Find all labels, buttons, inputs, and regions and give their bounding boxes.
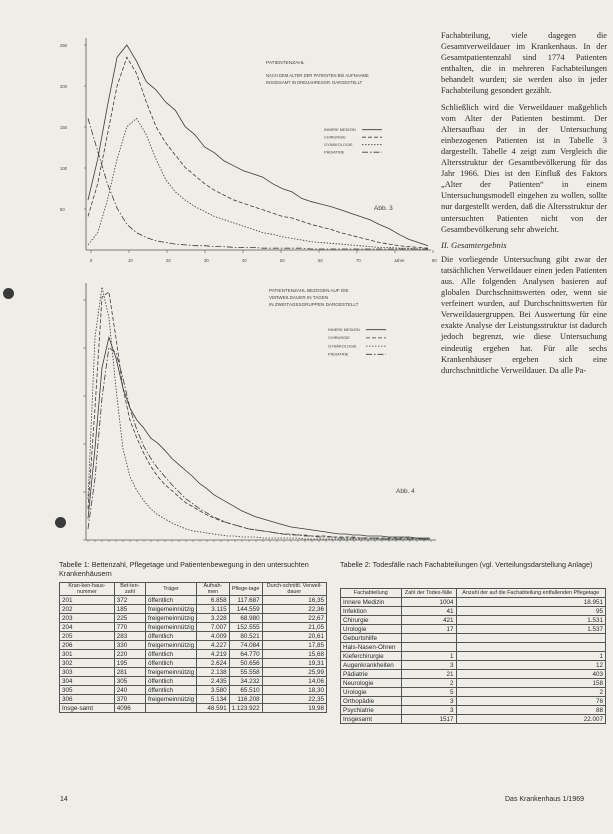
journal-footer: Das Krankenhaus 1/1969 xyxy=(505,796,584,803)
table-cell: 206 xyxy=(60,641,115,650)
table-cell: 3 xyxy=(401,697,456,706)
paragraph: Fachabteilung, viele dagegen die Gesamtverweildauer im Krankenhaus. In der Gesamtpatientenzahl sind 1774 Patienten enthalten, die in mehreren Fachabteilungen behandelt wurden; sie werden also in jeder Fachabteilung gesondert gezählt. xyxy=(441,31,607,96)
table-header-cell: Bet-ten-zahl xyxy=(114,583,145,596)
y-tick-label: 100 xyxy=(60,166,67,171)
table-cell xyxy=(401,634,456,643)
table-row xyxy=(341,670,606,679)
table-cell: 158 xyxy=(456,679,605,688)
table-header-cell: Durch-schnittl. Verweil-dauer xyxy=(262,583,326,596)
table-cell: 2 xyxy=(456,688,605,697)
table-cell: 1004 xyxy=(401,598,456,607)
table-cell: 22.007 xyxy=(456,715,605,724)
table-cell: freigemeinnützig xyxy=(145,605,196,614)
table-cell: 201 xyxy=(60,596,115,605)
table-cell: 372 xyxy=(114,596,145,605)
table-cell: 14,06 xyxy=(262,677,326,686)
table-cell: 4.227 xyxy=(197,641,229,650)
table-row xyxy=(341,688,606,697)
table-cell: 205 xyxy=(60,632,115,641)
table-cell: 203 xyxy=(60,614,115,623)
table-cell: 306 xyxy=(60,695,115,704)
table1-caption: Tabelle 1: Bettenzahl, Pflegetage und Patientenbewegung in den untersuchten Krankenhäusern xyxy=(59,560,309,578)
table-cell: Urologie xyxy=(341,625,402,634)
x-tick-label: 0 xyxy=(90,258,93,263)
table-cell: 15,68 xyxy=(262,650,326,659)
table-cell: Psychiatrie xyxy=(341,706,402,715)
x-tick-label: 40 xyxy=(242,258,247,263)
table-row xyxy=(341,643,606,652)
series-line-0 xyxy=(88,45,428,246)
table-cell: 25,99 xyxy=(262,668,326,677)
table-cell: Kieferchirurgie xyxy=(341,652,402,661)
table-cell: 19,31 xyxy=(262,659,326,668)
series-line-2 xyxy=(88,287,430,539)
table-cell: 4.009 xyxy=(197,632,229,641)
legend-entry: GYNÄKOLOGIE xyxy=(328,343,357,349)
table-cell: 17,85 xyxy=(262,641,326,650)
table-header-cell: Pflege-tage xyxy=(229,583,262,596)
table-cell: 4096 xyxy=(114,704,145,713)
table-cell: 18.951 xyxy=(456,598,605,607)
table-cell: Chirurgie xyxy=(341,616,402,625)
table-cell: freigemeinnützig xyxy=(145,695,196,704)
table-cell: 225 xyxy=(114,614,145,623)
table-cell: 6.858 xyxy=(197,596,229,605)
figure-label: Abb. 4 xyxy=(396,488,415,495)
table-header-cell: Aufnah-men xyxy=(197,583,229,596)
table-row xyxy=(60,632,327,641)
table-cell: 421 xyxy=(401,616,456,625)
table-header-cell: Träger xyxy=(145,583,196,596)
table-cell: 1 xyxy=(401,652,456,661)
table-row xyxy=(60,596,327,605)
table-cell: 50.656 xyxy=(229,659,262,668)
series-line-2 xyxy=(88,118,428,249)
table-cell: Augenkrankheiten xyxy=(341,661,402,670)
legend-entry: INNERE MEDIZIN xyxy=(328,327,360,332)
table-cell: 21 xyxy=(401,670,456,679)
table-cell xyxy=(145,704,196,713)
table-cell: 152.555 xyxy=(229,623,262,632)
table-row xyxy=(60,695,327,704)
table-row xyxy=(341,679,606,688)
table-cell: 301 xyxy=(60,650,115,659)
y-tick-label: 50 xyxy=(60,207,65,212)
table-cell: Insge-samt xyxy=(60,704,115,713)
table-cell: 21,05 xyxy=(262,623,326,632)
table-cell: 303 xyxy=(60,668,115,677)
page-number: 14 xyxy=(60,796,68,803)
x-tick-label: 60 xyxy=(318,258,323,263)
table-header-cell: Anzahl der auf die Fachabteilung entfallenden Pflegetage xyxy=(456,589,605,598)
table-cell: 2 xyxy=(401,679,456,688)
legend-entry: CHIRURGIE xyxy=(328,335,350,341)
legend-line: PATIENTENZAHL xyxy=(266,61,305,66)
table-cell: 4.219 xyxy=(197,650,229,659)
table-cell xyxy=(456,643,605,652)
table-cell: 2.624 xyxy=(197,659,229,668)
table-cell: 202 xyxy=(60,605,115,614)
table-cell: 88 xyxy=(456,706,605,715)
table-total-row xyxy=(60,704,327,713)
x-tick-label: Jahre xyxy=(394,258,405,263)
table-cell: 48.591 xyxy=(197,704,229,713)
table-cell: 20,61 xyxy=(262,632,326,641)
figure-abb-3 xyxy=(56,30,437,268)
table-cell: freigemeinnützig xyxy=(145,668,196,677)
paragraph: Die vorliegende Untersuchung gibt zwar der tatsächlichen Verweildauer einen jeden Patienten aus. Alle folgenden Analysen basieren auf globalen Durchschnittswerten oder, wenn sie verfeinert wurden, auf Durchschnittswerten für Verweildauergruppen. Bei Auswertung für eine exakte Analyse der Leistungsstruktur ist dadurch jedoch begrenzt, wie diese Untersuchung eindeutig ergeben hat. Für alle sechs Krankenhäuser ergeben sich eine durchschnittliche Verweildauer. Da alle Pa- xyxy=(441,254,607,375)
legend-line: PATIENTENZAHL BEZOGEN AUF DIE xyxy=(269,288,349,293)
table-cell: 1517 xyxy=(401,715,456,724)
table-cell: 22,35 xyxy=(262,695,326,704)
table-row xyxy=(341,634,606,643)
table-cell: Pädiatrie xyxy=(341,670,402,679)
table-row xyxy=(60,641,327,650)
table-row xyxy=(341,607,606,616)
table-cell: 770 xyxy=(114,623,145,632)
table-row xyxy=(60,686,327,695)
table-header-cell: Zahl der Todes-fälle xyxy=(401,589,456,598)
y-tick-label: 150 xyxy=(60,125,67,130)
table-cell: 370 xyxy=(114,695,145,704)
legend-line: INSGESAMT IN DREIJAHRESGR. DARGESTELLT xyxy=(266,80,363,85)
table-cell: 64.770 xyxy=(229,650,262,659)
table-cell: 68.980 xyxy=(229,614,262,623)
table-cell: 2.138 xyxy=(197,668,229,677)
table-row xyxy=(60,659,327,668)
y-tick-label: 250 xyxy=(60,43,67,48)
table-cell: 17 xyxy=(401,625,456,634)
table-row xyxy=(341,616,606,625)
legend-entry: PÄDIATRIE xyxy=(324,149,345,155)
table-header-cell: Fachabteilung xyxy=(341,589,402,598)
table-total-row xyxy=(341,715,606,724)
table-cell: Infektion xyxy=(341,607,402,616)
table-cell: 116.208 xyxy=(229,695,262,704)
table-cell xyxy=(456,634,605,643)
table-cell: 3 xyxy=(401,661,456,670)
table-cell: 34.232 xyxy=(229,677,262,686)
table-cell: 305 xyxy=(114,677,145,686)
table-cell: öffentlich xyxy=(145,686,196,695)
table-cell: Urologie xyxy=(341,688,402,697)
table-cell: öffentlich xyxy=(145,650,196,659)
table-cell: 74.084 xyxy=(229,641,262,650)
table-cell: 3.580 xyxy=(197,686,229,695)
legend-line: VERWEILDAUER IN TAGEN xyxy=(269,295,329,300)
paragraph: Schließlich wird die Verweildauer maßgeblich vom Alter der Patienten bestimmt. Der Altersaufbau der in der Untersuchung einbezogenen Patienten ist in Tabelle 3 dargestellt. Tabelle 4 zeigt zum Vergleich die Altersstruktur der Gesamtbevölkerung für das Jahr 1966. Dies ist den Einfluß des Faktors „Alter der Patienten“ in einem Untersuchungsmodell eingehen zu wollen, sollte nur dargestellt werden, daß die Altersstruktur der untersuchten Patienten nicht von der Gesamtbevölkerung sehr abweicht. xyxy=(441,102,607,234)
table-cell: 80.521 xyxy=(229,632,262,641)
table-cell: 12 xyxy=(456,661,605,670)
series-line-1 xyxy=(88,57,428,248)
table-cell: 1 xyxy=(456,652,605,661)
table-cell: 16,35 xyxy=(262,596,326,605)
table-row xyxy=(341,697,606,706)
table-cell: Orthopädie xyxy=(341,697,402,706)
table-cell: 19,98 xyxy=(262,704,326,713)
table1 xyxy=(59,582,327,713)
table-cell: 117.687 xyxy=(229,596,262,605)
table-cell: 220 xyxy=(114,650,145,659)
table-cell: öffentlich xyxy=(145,596,196,605)
table-cell: 3 xyxy=(401,706,456,715)
x-tick-label: 70 xyxy=(356,258,361,263)
series-line-0 xyxy=(88,337,430,538)
table-cell: freigemeinnützig xyxy=(145,623,196,632)
table-cell: Insgesamt xyxy=(341,715,402,724)
x-tick-label: 80 xyxy=(432,258,437,263)
article-column xyxy=(441,30,607,381)
table-cell: 41 xyxy=(401,607,456,616)
table-row xyxy=(60,668,327,677)
x-tick-label: 50 xyxy=(280,258,285,263)
table2-caption: Tabelle 2: Todesfälle nach Fachabteilungen (vgl. Verteilungsdarstellung Anlage) xyxy=(340,560,593,569)
table-header-cell: Kran-ken-haus-nummer xyxy=(60,583,115,596)
legend-entry: PÄDIATRIE xyxy=(328,351,349,357)
table-cell: 55.558 xyxy=(229,668,262,677)
table-cell: freigemeinnützig xyxy=(145,614,196,623)
table-cell: 18,30 xyxy=(262,686,326,695)
table-row xyxy=(60,623,327,632)
table-cell: 76 xyxy=(456,697,605,706)
table-cell: 204 xyxy=(60,623,115,632)
series-line-3 xyxy=(88,118,428,249)
table-cell: 304 xyxy=(60,677,115,686)
section-heading: II. Gesamtergebnis xyxy=(441,239,507,250)
table-cell: 1.123.922 xyxy=(229,704,262,713)
x-tick-label: 30 xyxy=(204,258,209,263)
table-cell: freigemeinnützig xyxy=(145,641,196,650)
legend-entry: GYNÄKOLOGIE xyxy=(324,142,353,147)
table-cell: öffentlich xyxy=(145,659,196,668)
series-line-1 xyxy=(88,292,430,539)
table-cell: 144.559 xyxy=(229,605,262,614)
x-tick-label: 10 xyxy=(128,258,133,263)
table-row xyxy=(60,614,327,623)
table-cell: 403 xyxy=(456,670,605,679)
table-cell: 7.007 xyxy=(197,623,229,632)
table-cell: Neurologie xyxy=(341,679,402,688)
table-cell: 65.510 xyxy=(229,686,262,695)
y-tick-label: 200 xyxy=(60,84,67,89)
table-cell: 3.115 xyxy=(197,605,229,614)
table-cell: 240 xyxy=(114,686,145,695)
table-cell: 5.134 xyxy=(197,695,229,704)
table-cell: öffentlich xyxy=(145,632,196,641)
table-cell: 1.537 xyxy=(456,625,605,634)
table-cell: 195 xyxy=(114,659,145,668)
table-cell: 3.228 xyxy=(197,614,229,623)
binder-hole xyxy=(3,288,14,299)
table-cell xyxy=(401,643,456,652)
figure-label: Abb. 3 xyxy=(374,205,393,212)
table-row xyxy=(60,605,327,614)
table-cell: 22,36 xyxy=(262,605,326,614)
table-cell: Geburtshilfe xyxy=(341,634,402,643)
table-row xyxy=(341,625,606,634)
x-tick-label: 20 xyxy=(166,258,171,263)
table-cell: 302 xyxy=(60,659,115,668)
table-cell: öffentlich xyxy=(145,677,196,686)
table-cell: 1.531 xyxy=(456,616,605,625)
table-cell: 281 xyxy=(114,668,145,677)
table-cell: 5 xyxy=(401,688,456,697)
table-cell: 2.435 xyxy=(197,677,229,686)
table-cell: 305 xyxy=(60,686,115,695)
table-row xyxy=(341,661,606,670)
table-row xyxy=(341,652,606,661)
table-cell: 330 xyxy=(114,641,145,650)
legend-line: NACH DEM ALTER DER PATIENTEN BEI AUFNAHME xyxy=(266,73,369,78)
legend-entry: INNERE MEDIZIN xyxy=(324,127,356,132)
table-cell: Hals-Nasen-Ohren xyxy=(341,643,402,652)
table-cell: 95 xyxy=(456,607,605,616)
table-row xyxy=(341,598,606,607)
table2 xyxy=(340,588,606,724)
table-row xyxy=(60,677,327,686)
table-row xyxy=(341,706,606,715)
table-cell: 22,67 xyxy=(262,614,326,623)
legend-entry: CHIRURGIE xyxy=(324,134,346,140)
table-cell: Innere Medizin xyxy=(341,598,402,607)
table-cell: 185 xyxy=(114,605,145,614)
figure-abb-4 xyxy=(56,275,438,550)
table-row xyxy=(60,650,327,659)
table-cell: 283 xyxy=(114,632,145,641)
legend-line: IN ZWEITAGESGRUPPEN DARGESTELLT xyxy=(269,302,359,307)
